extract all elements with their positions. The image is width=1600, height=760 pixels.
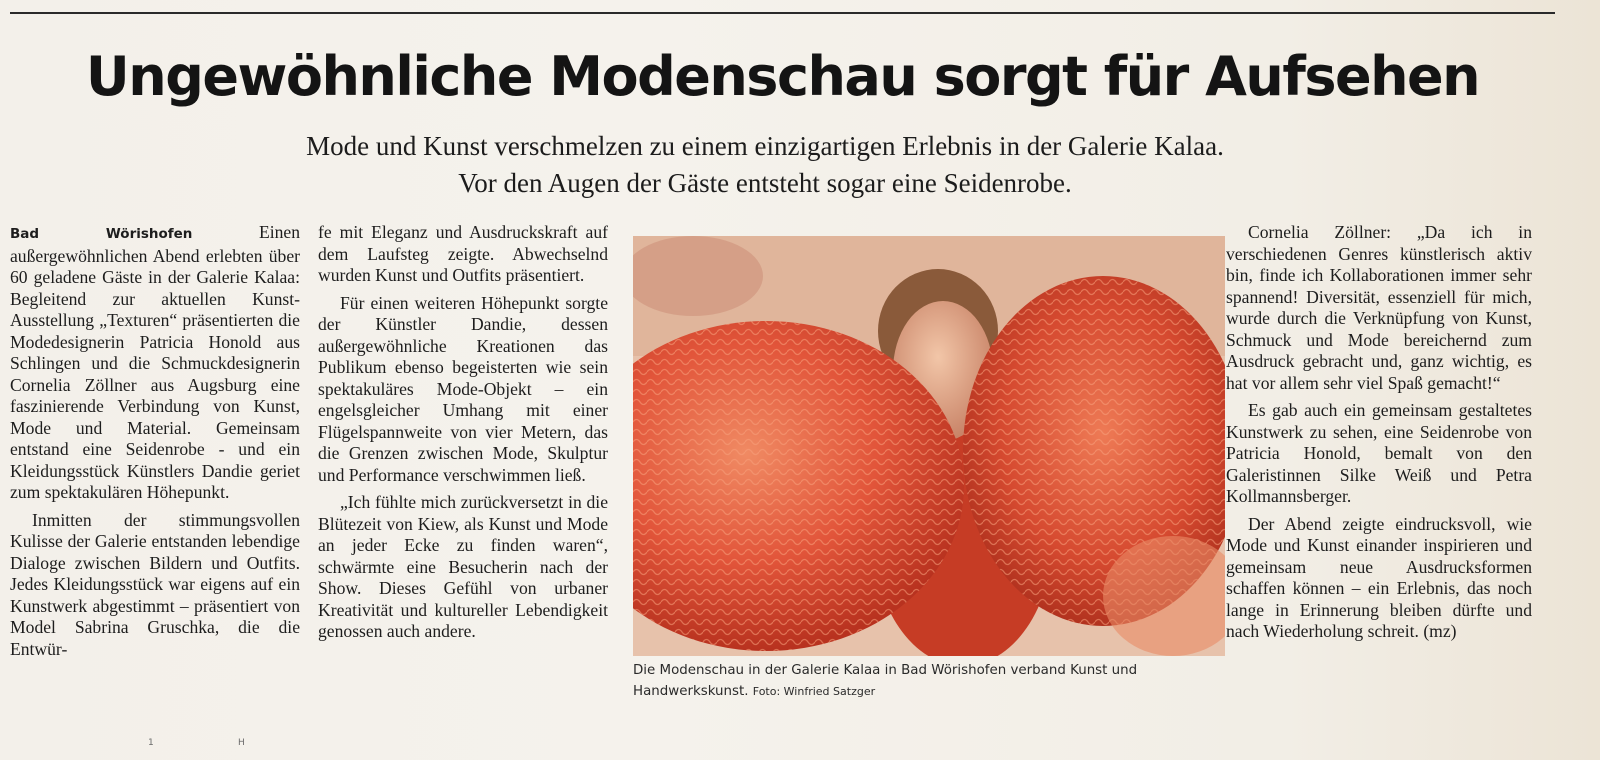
caption-text: Die Modenschau in der Galerie Kalaa in Bad Wörishofen verband Kunst und Handwerkskunst. [633,663,1138,699]
subheadline-line-2: Vor den Augen der Gäste entsteht sogar eine Seidenrobe. [458,168,1072,198]
photo-illustration [633,236,1225,656]
subheadline-line-1: Mode und Kunst verschmelzen zu einem einzigartigen Erlebnis in der Galerie Kalaa. [306,131,1224,161]
article-photo [633,236,1225,656]
page-mark-letter: H [238,738,245,748]
headline: Ungewöhnliche Modenschau sorgt für Aufsehen [85,45,1480,108]
article-paragraph: Inmitten der stimmungsvollen Kulisse der Galerie entstanden lebendige Dialoge zwischen Bildern und Outfits. Jedes Kleidungsstück war eigens auf ein Kunstwerk abgestimmt – präsentiert von Model Sabrina Gruschka, die die Entwür- [10,509,300,659]
dateline: Bad Wörishofen [10,226,193,242]
article-column-2 [318,222,608,643]
top-rule [10,12,1555,14]
page-mark: 1 [148,738,154,748]
article-paragraph: „Ich fühlte mich zurückversetzt in die Blütezeit von Kiew, als Kunst und Mode an jeder Ecke zu finden waren“, schwärmte eine Besucherin nach der Show. Dieses Gefühl von urbaner Kreativität und kultureller Lebendigkeit genossen auch andere. [318,492,608,641]
article-paragraph: Es gab auch ein gemeinsam gestaltetes Kunstwerk zu sehen, eine Seidenrobe von Patricia Honold, bemalt von den Galeristinnen Silke Weiß und Petra Kollmannsberger. [1226,400,1532,506]
article-column-4 [1226,222,1532,643]
article-column-1 [10,222,300,660]
photo-caption [633,660,1233,702]
article-paragraph: Der Abend zeigte eindrucksvoll, wie Mode und Kunst einander inspirieren und gemeinsam neue Ausdrucksformen schaffen können – ein Erlebnis, das noch lange in Erinnerung bleiben dürfte und nach Wiederholung schreit. (mz) [1226,513,1532,641]
article-paragraph [10,222,300,504]
article-paragraph: Cornelia Zöllner: „Da ich in verschiedenen Genres künstlerisch aktiv bin, finde ich Kollaborationen immer sehr spannend! Diversität, essenziell für mich, wurde durch die Verknüpfung von Kunst, Schmuck und Mode bereichernd zum Ausdruck gebracht und, ganz wichtig, es hat vor allem sehr viel Spaß gemacht!“ [1226,222,1532,393]
subheadline [0,128,1530,202]
article-paragraph: Für einen weiteren Höhepunkt sorgte der Künstler Dandie, dessen außergewöhnliche Kreationen das Publikum ebenso begeisterten wie sein spektakuläres Mode-Objekt – ein engelsgleicher Umhang mit einer Flügelspannweite von vier Metern, das die Grenzen zwischen Mode, Skulptur und Performance verschwimmen ließ. [318,292,608,485]
article-paragraph: fe mit Eleganz und Ausdruckskraft auf dem Laufsteg zeigte. Abwechselnd wurden Kunst und Outfits präsentiert. [318,222,608,285]
photo-credit: Foto: Winfried Satzger [752,685,876,698]
paragraph-text: Einen außergewöhnlichen Abend erlebten über 60 geladene Gäste in der Galerie Kalaa: Begleitend zur aktuellen Kunst-Ausstellung „Texturen“ präsentierten die Modedesignerin Patricia Honold aus Schlingen und die Schmuckdesignerin Cornelia Zöllner aus Augsburg eine faszinierende Verbindung von Kunst, Mode und Material. Gemeinsam entstand eine Seidenrobe - und ein Kleidungsstück Künstlers Dandie geriet zum spektakulären Höhepunkt. [10,222,300,502]
